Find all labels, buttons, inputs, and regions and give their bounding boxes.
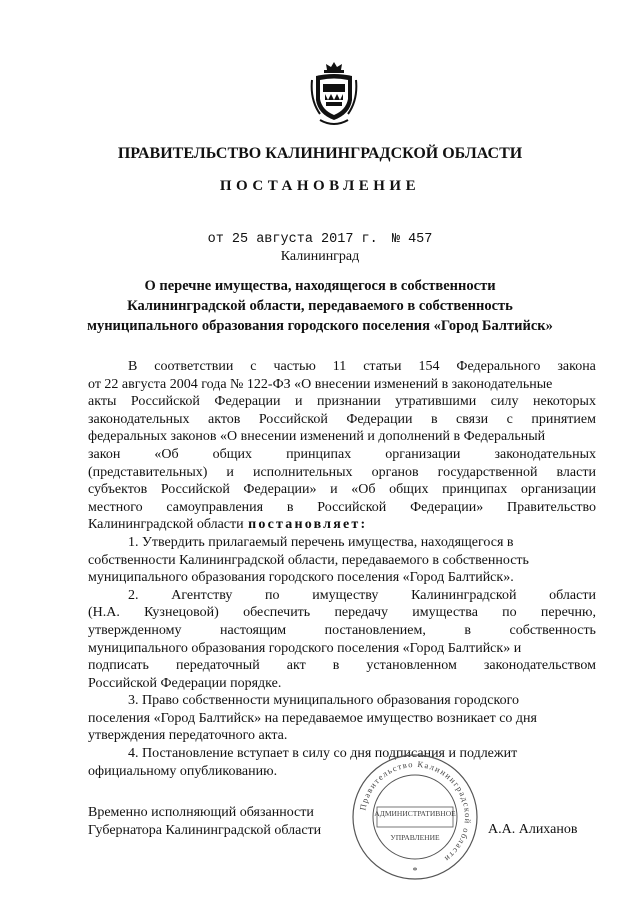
body-text: Федерального	[456, 359, 541, 374]
title-line: О перечне имущества, находящегося в собственности	[144, 278, 496, 294]
body-text: органов	[371, 464, 419, 480]
body-text: установленном	[366, 658, 457, 674]
body-line	[88, 692, 596, 710]
body-text: от 22 августа 2004 года № 122-ФЗ «О внесении изменений в законодательные	[88, 376, 553, 392]
body-text: 1. Утвердить прилагаемый перечень имущества, находящегося в	[128, 534, 514, 550]
body-text: акт	[286, 658, 306, 674]
date-prefix: от	[207, 232, 224, 247]
stamp-center-line: АДМИНИСТРАТИВНОЕ	[374, 809, 456, 818]
body-text: муниципального образования городского поселения «Город Балтийск» и	[88, 640, 522, 656]
body-text: Федерации»	[410, 499, 484, 515]
position-line: Губернатора Калининградской области	[88, 822, 322, 838]
body-text: связи	[456, 411, 489, 427]
body-text: власти	[556, 464, 596, 480]
body-line	[88, 622, 596, 640]
body-text: Агентству	[171, 587, 233, 603]
body-text: некоторых	[533, 394, 596, 410]
coat-of-arms-icon	[310, 60, 358, 130]
body-text: муниципального образования городского поселения «Город Балтийск».	[88, 570, 514, 586]
decree-date: 25 августа	[231, 232, 313, 247]
body-text: Кузнецовой)	[144, 605, 219, 621]
body-text: передачу	[334, 605, 388, 621]
body-text: организации	[385, 446, 461, 462]
body-text: обеспечить	[243, 605, 311, 621]
body-text: в	[430, 411, 438, 427]
body-text: утверждения передаточного акта.	[88, 728, 288, 744]
body-line	[88, 640, 596, 658]
body-text: местного	[88, 499, 143, 515]
body-text: Российской	[317, 499, 387, 515]
stamp-ring-text: Правительство Калининградской области	[357, 758, 474, 865]
body-line	[88, 710, 596, 728]
body-text: государственной	[437, 464, 538, 480]
body-text: организации	[520, 482, 596, 498]
body-text: общих	[389, 482, 429, 498]
body-text: с	[506, 411, 513, 427]
city: Калининград	[280, 249, 360, 264]
body-text: принятием	[531, 411, 596, 427]
body-text: Российской	[258, 411, 328, 427]
stamp-star: *	[412, 866, 418, 877]
body-line	[88, 657, 596, 675]
body-line	[88, 481, 596, 499]
body-line	[88, 499, 596, 517]
body-text: закона	[557, 359, 596, 374]
body-text: признании	[317, 394, 381, 410]
decree-title	[60, 276, 580, 336]
body-line	[88, 393, 596, 411]
body-text: субъектов	[88, 482, 148, 498]
body-line	[88, 587, 596, 605]
body-line	[88, 675, 596, 693]
date-line	[0, 232, 640, 247]
decree-body	[88, 358, 596, 780]
body-line	[88, 763, 596, 781]
body-line	[88, 446, 596, 464]
body-text: самоуправления	[166, 499, 264, 515]
body-text: федеральных законов «О внесении изменений и дополнений в Федеральный	[88, 429, 546, 445]
body-text: собственность	[509, 622, 596, 638]
body-text: соответствии	[154, 359, 234, 374]
signatory-name: А.А. Алиханов	[488, 822, 578, 837]
body-text: имущества	[412, 605, 478, 621]
body-line	[88, 569, 596, 587]
body-text: настоящим	[219, 622, 287, 638]
body-line	[88, 464, 596, 482]
body-text: Калининградской	[411, 587, 517, 603]
body-line	[88, 727, 596, 745]
body-text: утратившими	[395, 394, 477, 410]
body-text: утвержденному	[88, 622, 182, 638]
resolves-keyword: постановляет:	[248, 517, 368, 533]
body-text: области	[549, 587, 596, 603]
body-text: поселения «Город Балтийск» на передаваемое имущество возникает со дня	[88, 710, 537, 726]
body-text: постановлением,	[324, 622, 426, 638]
body-text: Федерации	[346, 411, 413, 427]
body-line	[88, 411, 596, 429]
body-text: в	[286, 499, 294, 515]
body-text: передаточный	[175, 658, 260, 674]
body-text: и	[330, 482, 338, 498]
body-text: законодательных	[88, 411, 190, 427]
body-text: принципах	[286, 446, 352, 462]
body-text: официальному опубликованию.	[88, 763, 278, 779]
position-line: Временно исполняющий обязанности	[88, 805, 314, 820]
body-text: 2.	[128, 587, 139, 603]
body-text: (представительных)	[88, 464, 208, 480]
body-text: 4. Постановление вступает в силу со дня подписания и подлежит	[128, 746, 518, 762]
body-text: силу	[490, 394, 519, 410]
body-text: Федерации»	[243, 482, 317, 498]
body-text: Российской	[130, 394, 200, 410]
title-line: муниципального образования городского поселения «Город Балтийск»	[87, 318, 553, 334]
body-line	[88, 604, 596, 622]
body-line	[88, 516, 596, 534]
body-line	[88, 745, 596, 763]
body-text: законодательных	[494, 446, 596, 462]
body-text: В	[128, 359, 138, 374]
body-line	[88, 358, 596, 376]
body-text: перечню,	[540, 605, 596, 621]
body-text: имуществу	[312, 587, 379, 603]
document-type: ПОСТАНОВЛЕНИЕ	[219, 178, 421, 194]
body-text: 154	[418, 359, 440, 374]
body-text: частью	[273, 359, 316, 374]
body-text: собственности Калининградской области, передаваемого в собственность	[88, 552, 529, 568]
body-line	[88, 428, 596, 446]
body-text: (Н.А.	[88, 605, 120, 621]
body-text: Правительство	[506, 499, 596, 515]
body-text: актов	[207, 411, 241, 427]
body-text: по	[502, 605, 517, 621]
body-text: подписать	[88, 658, 149, 674]
body-text: Федерации	[214, 394, 281, 410]
body-text: принципах	[442, 482, 508, 498]
body-text: Российской	[160, 482, 230, 498]
decree-number: 457	[408, 232, 433, 247]
body-text: статьи	[363, 359, 402, 374]
body-text: в	[464, 622, 471, 638]
signatory-position	[88, 804, 321, 839]
body-line	[88, 534, 596, 552]
body-text: и	[226, 464, 234, 480]
title-line: Калининградской области, передаваемого в собственность	[127, 298, 513, 314]
body-text: «Об	[154, 446, 179, 462]
body-text: с	[250, 359, 257, 374]
body-text: в	[332, 658, 340, 674]
body-text: акты	[88, 394, 117, 410]
body-line	[88, 376, 596, 394]
body-text: по	[265, 587, 280, 603]
government-name: ПРАВИТЕЛЬСТВО КАЛИНИНГРАДСКОЙ ОБЛАСТИ	[117, 145, 523, 162]
body-text: 3. Право собственности муниципального образования городского	[128, 693, 519, 709]
number-sign: №	[391, 232, 400, 247]
body-text: Российской Федерации порядке.	[88, 675, 282, 691]
decree-year: 2017 г.	[321, 232, 378, 247]
body-text: 11	[332, 359, 347, 374]
official-stamp	[350, 752, 480, 882]
body-text: законодательством	[483, 658, 596, 674]
body-text: общих	[212, 446, 253, 462]
body-text: Калининградской области	[88, 517, 244, 533]
body-text: закон	[88, 446, 121, 462]
body-text: «Об	[351, 482, 376, 498]
body-text: и	[295, 394, 303, 410]
body-text: исполнительных	[252, 464, 353, 480]
stamp-center-line: УПРАВЛЕНИЕ	[390, 833, 440, 842]
body-line	[88, 552, 596, 570]
